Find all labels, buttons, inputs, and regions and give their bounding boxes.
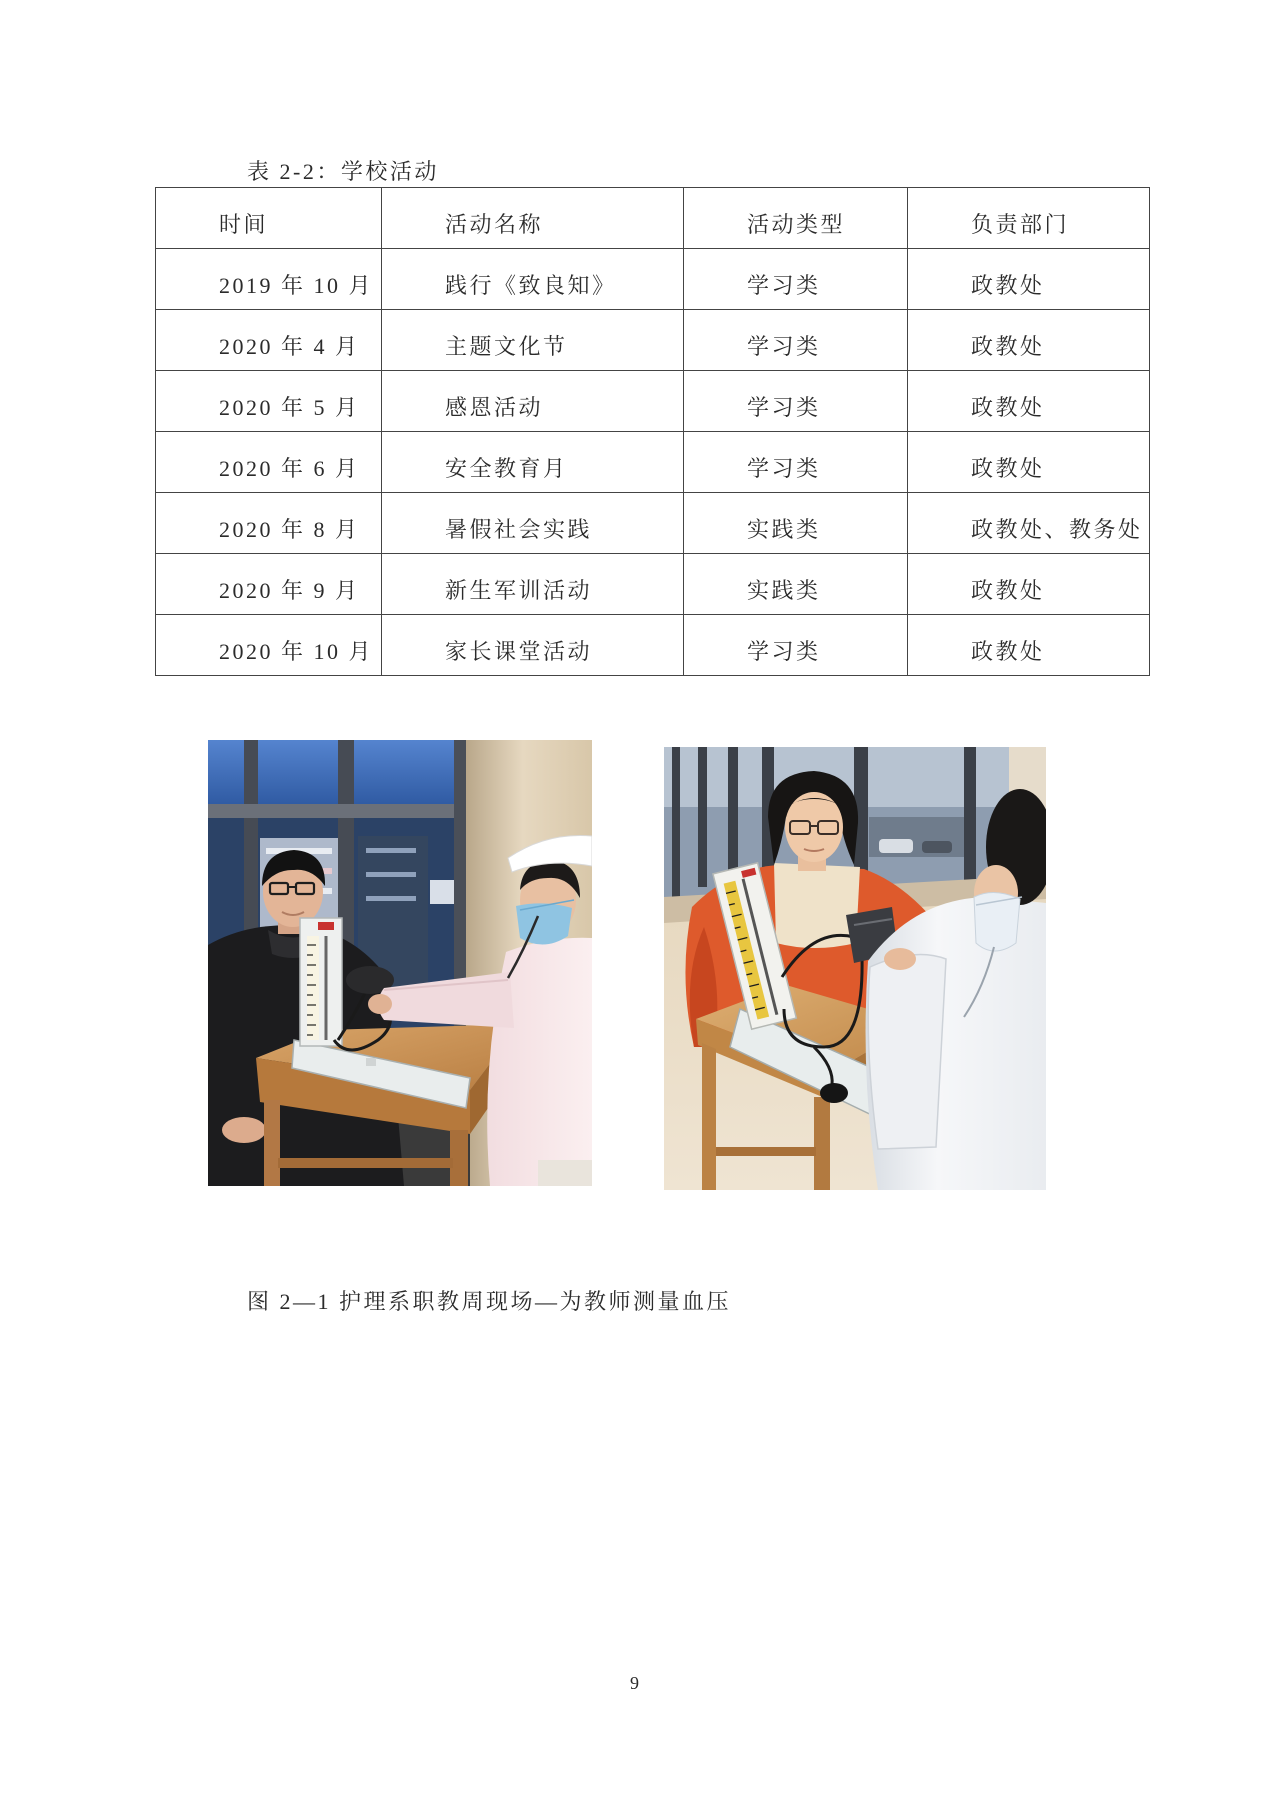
photo-blood-pressure-right bbox=[664, 747, 1046, 1190]
cell-activity-name: 践行《致良知》 bbox=[382, 249, 684, 310]
cell-activity-type: 学习类 bbox=[684, 615, 908, 676]
cell-time: 2020 年 6 月 bbox=[156, 432, 382, 493]
cell-activity-name: 家长课堂活动 bbox=[382, 615, 684, 676]
page-number: 9 bbox=[630, 1673, 639, 1693]
cell-department: 政教处 bbox=[908, 554, 1150, 615]
cell-activity-name: 主题文化节 bbox=[382, 310, 684, 371]
cell-department: 政教处 bbox=[908, 249, 1150, 310]
table-row bbox=[156, 371, 1150, 432]
cell-activity-type: 实践类 bbox=[684, 554, 908, 615]
table-row bbox=[156, 249, 1150, 310]
cell-activity-type: 学习类 bbox=[684, 432, 908, 493]
cell-department: 政教处 bbox=[908, 371, 1150, 432]
cell-department: 政教处 bbox=[908, 615, 1150, 676]
table-row bbox=[156, 493, 1150, 554]
table-row bbox=[156, 310, 1150, 371]
photo-blood-pressure-left bbox=[208, 740, 592, 1186]
header-time: 时间 bbox=[156, 188, 382, 249]
cell-time: 2020 年 5 月 bbox=[156, 371, 382, 432]
table-row bbox=[156, 615, 1150, 676]
cell-time: 2019 年 10 月 bbox=[156, 249, 382, 310]
figure-caption: 图 2—1 护理系职教周现场—为教师测量血压 bbox=[247, 1289, 732, 1314]
table-caption: 表 2-2：学校活动 bbox=[247, 159, 439, 184]
table-row bbox=[156, 554, 1150, 615]
header-activity-type: 活动类型 bbox=[684, 188, 908, 249]
cell-department: 政教处 bbox=[908, 432, 1150, 493]
table-header-row bbox=[156, 188, 1150, 249]
activities-table bbox=[155, 187, 1150, 676]
cell-activity-name: 暑假社会实践 bbox=[382, 493, 684, 554]
cell-activity-type: 学习类 bbox=[684, 310, 908, 371]
table-row bbox=[156, 432, 1150, 493]
cell-time: 2020 年 4 月 bbox=[156, 310, 382, 371]
cell-activity-name: 感恩活动 bbox=[382, 371, 684, 432]
header-department: 负责部门 bbox=[908, 188, 1150, 249]
cell-activity-name: 新生军训活动 bbox=[382, 554, 684, 615]
cell-department: 政教处 bbox=[908, 310, 1150, 371]
cell-activity-type: 学习类 bbox=[684, 371, 908, 432]
cell-activity-name: 安全教育月 bbox=[382, 432, 684, 493]
header-activity-name: 活动名称 bbox=[382, 188, 684, 249]
cell-department: 政教处、教务处 bbox=[908, 493, 1150, 554]
cell-activity-type: 实践类 bbox=[684, 493, 908, 554]
cell-activity-type: 学习类 bbox=[684, 249, 908, 310]
cell-time: 2020 年 8 月 bbox=[156, 493, 382, 554]
cell-time: 2020 年 9 月 bbox=[156, 554, 382, 615]
cell-time: 2020 年 10 月 bbox=[156, 615, 382, 676]
